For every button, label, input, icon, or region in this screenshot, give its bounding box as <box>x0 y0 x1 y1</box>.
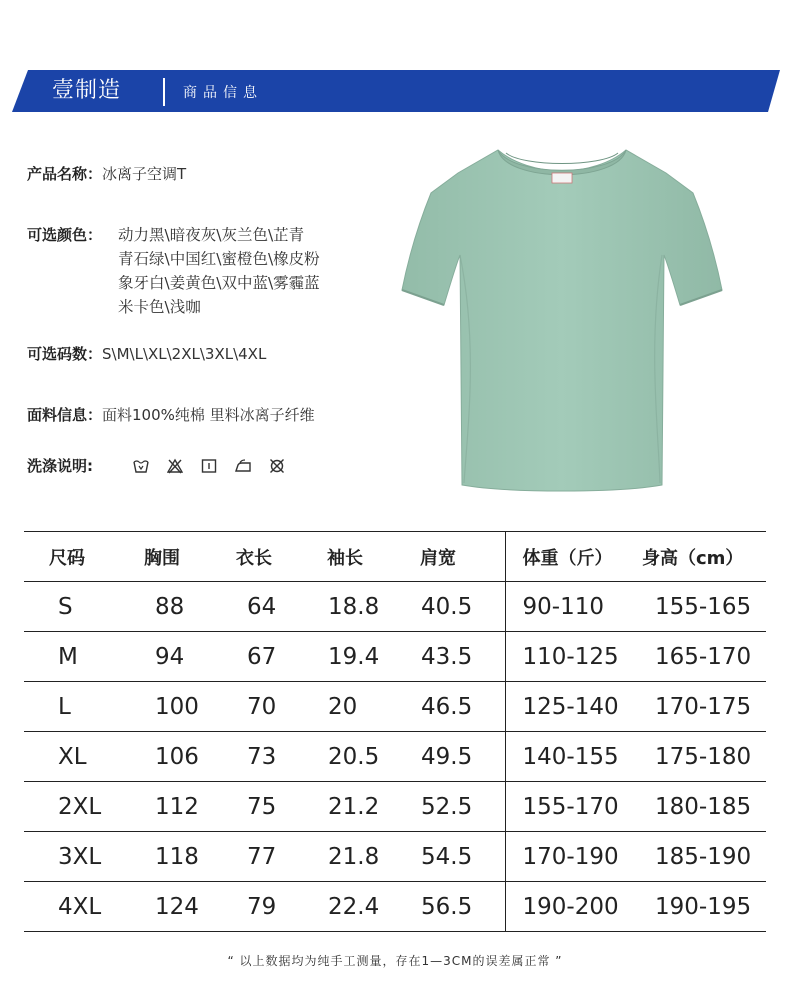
cell-sleeve: 22.4 <box>306 882 400 932</box>
measurement-note: “ 以上数据均为纯手工测量，存在1—3CM的误差属正常 ” <box>227 954 563 968</box>
banner-divider <box>163 78 165 106</box>
colors-line: 象牙白\姜黄色\双中蓝\雾霾蓝 <box>118 274 320 292</box>
cell-length: 79 <box>216 882 306 932</box>
cell-weight: 125-140 <box>505 682 637 732</box>
cell-chest: 106 <box>119 732 216 782</box>
cell-height: 180-185 <box>637 782 766 832</box>
cell-height: 155-165 <box>637 582 766 632</box>
cell-height: 175-180 <box>637 732 766 782</box>
table-row <box>24 682 766 732</box>
cell-length: 70 <box>216 682 306 732</box>
size-table <box>24 531 766 932</box>
col-header-chest: 胸围 <box>119 532 216 582</box>
cell-size: M <box>24 632 119 682</box>
cell-chest: 88 <box>119 582 216 632</box>
cell-length: 73 <box>216 732 306 782</box>
cell-height: 165-170 <box>637 632 766 682</box>
cell-shoulder: 49.5 <box>400 732 505 782</box>
cell-shoulder: 54.5 <box>400 832 505 882</box>
cell-height: 185-190 <box>637 832 766 882</box>
sizes-row <box>27 343 266 365</box>
col-header-weight: 体重（斤） <box>505 532 637 582</box>
cell-size: S <box>24 582 119 632</box>
cell-length: 77 <box>216 832 306 882</box>
cell-chest: 112 <box>119 782 216 832</box>
cell-shoulder: 43.5 <box>400 632 505 682</box>
table-row <box>24 832 766 882</box>
cell-weight: 90-110 <box>505 582 637 632</box>
cell-sleeve: 20.5 <box>306 732 400 782</box>
cell-chest: 94 <box>119 632 216 682</box>
colors-list <box>118 223 378 319</box>
tumble-dry-icon <box>201 458 217 474</box>
cell-size: L <box>24 682 119 732</box>
sizes-label: 可选码数： <box>27 345 103 363</box>
hand-wash-icon <box>133 458 149 474</box>
care-icons <box>133 458 285 474</box>
table-row <box>24 732 766 782</box>
colors-line: 动力黑\暗夜灰\灰兰色\芷青 <box>118 226 305 244</box>
cell-weight: 190-200 <box>505 882 637 932</box>
section-title: 商品信息 <box>183 85 263 101</box>
colors-label: 可选颜色： <box>27 226 103 244</box>
cell-length: 64 <box>216 582 306 632</box>
cell-sleeve: 21.8 <box>306 832 400 882</box>
colors-row <box>27 224 102 246</box>
brand-name: 壹制造 <box>52 78 122 103</box>
col-header-size: 尺码 <box>24 532 119 582</box>
cell-weight: 155-170 <box>505 782 637 832</box>
t-shirt-icon <box>398 145 726 497</box>
cell-chest: 118 <box>119 832 216 882</box>
fabric-label: 面料信息： <box>27 406 103 424</box>
cell-sleeve: 18.8 <box>306 582 400 632</box>
colors-line: 米卡色\浅咖 <box>118 298 201 316</box>
no-dry-clean-icon <box>269 458 285 474</box>
cell-length: 67 <box>216 632 306 682</box>
table-row <box>24 632 766 682</box>
cell-size: 4XL <box>24 882 119 932</box>
product-name-label: 产品名称： <box>27 165 103 183</box>
cell-sleeve: 21.2 <box>306 782 400 832</box>
iron-icon <box>235 458 251 474</box>
table-row <box>24 882 766 932</box>
cell-size: XL <box>24 732 119 782</box>
cell-height: 170-175 <box>637 682 766 732</box>
cell-weight: 140-155 <box>505 732 637 782</box>
cell-shoulder: 52.5 <box>400 782 505 832</box>
colors-line: 青石绿\中国红\蜜橙色\橡皮粉 <box>118 250 320 268</box>
cell-length: 75 <box>216 782 306 832</box>
cell-height: 190-195 <box>637 882 766 932</box>
fabric-value: 面料100%纯棉 里料冰离子纤维 <box>102 406 315 424</box>
product-name-row <box>27 163 186 185</box>
col-header-length: 衣长 <box>216 532 306 582</box>
no-bleach-icon <box>167 458 183 474</box>
product-name-value: 冰离子空调T <box>102 165 187 183</box>
t-shirt-image <box>398 145 726 497</box>
cell-weight: 170-190 <box>505 832 637 882</box>
cell-size: 3XL <box>24 832 119 882</box>
cell-shoulder: 56.5 <box>400 882 505 932</box>
cell-chest: 100 <box>119 682 216 732</box>
cell-size: 2XL <box>24 782 119 832</box>
care-label: 洗涤说明: <box>27 457 93 475</box>
cell-shoulder: 46.5 <box>400 682 505 732</box>
table-header-row <box>24 532 766 582</box>
col-header-sleeve: 袖长 <box>306 532 400 582</box>
cell-chest: 124 <box>119 882 216 932</box>
sizes-value: S\M\L\XL\2XL\3XL\4XL <box>102 345 267 363</box>
cell-sleeve: 20 <box>306 682 400 732</box>
cell-shoulder: 40.5 <box>400 582 505 632</box>
col-header-shoulder: 肩宽 <box>400 532 505 582</box>
cell-sleeve: 19.4 <box>306 632 400 682</box>
col-header-height: 身高（cm） <box>637 532 766 582</box>
cell-weight: 110-125 <box>505 632 637 682</box>
table-row <box>24 582 766 632</box>
fabric-row <box>27 404 315 426</box>
table-row <box>24 782 766 832</box>
